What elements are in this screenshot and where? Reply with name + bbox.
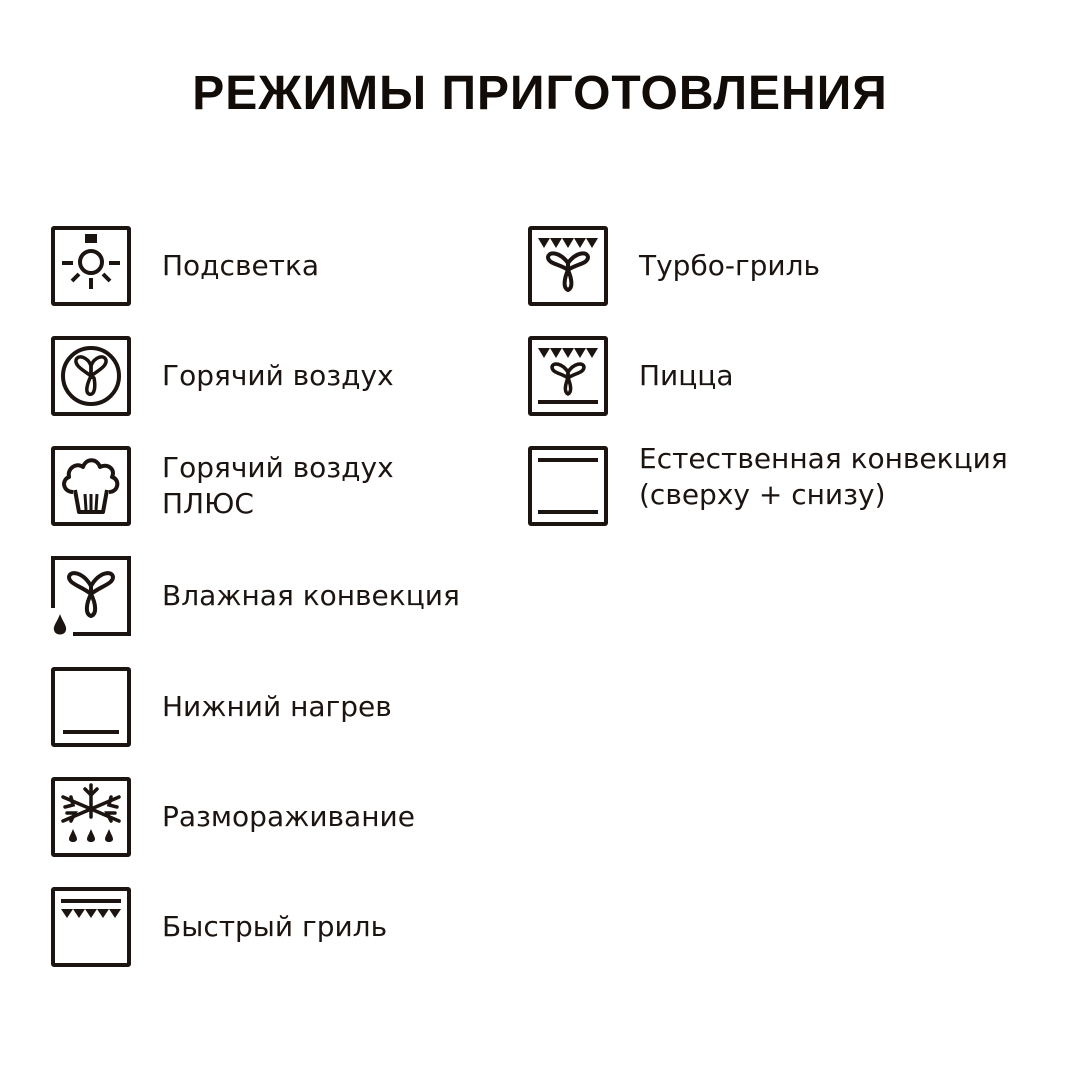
fan-droplet-icon — [51, 556, 131, 636]
mode-label: Нижний нагрев — [162, 690, 392, 723]
mode-label: Быстрый гриль — [162, 910, 388, 943]
mode-item-hot-air — [51, 336, 394, 416]
mode-label: Турбо-гриль — [639, 249, 821, 282]
mode-label: Размораживание — [162, 800, 415, 833]
mode-label: Горячий воздух ПЛЮС — [162, 451, 394, 520]
page-title: РЕЖИМЫ ПРИГОТОВЛЕНИЯ — [192, 67, 888, 120]
mode-item-hot-air-plus — [51, 446, 394, 526]
mode-label: Пицца — [639, 359, 734, 392]
snowflake-drops-icon — [51, 777, 131, 857]
bottom-heat-icon — [51, 667, 131, 747]
turbo-grill-icon — [528, 226, 608, 306]
mode-item-turbo-grill — [528, 226, 820, 306]
grill-icon — [51, 887, 131, 967]
mode-item-bottom-heat — [51, 667, 392, 747]
mode-item-light — [51, 226, 319, 306]
mode-item-fast-grill — [51, 887, 387, 967]
fan-circle-icon — [51, 336, 131, 416]
lamp-icon — [51, 226, 131, 306]
mode-item-natural-convection — [528, 442, 1008, 526]
mode-label: Подсветка — [162, 249, 320, 282]
fan-cloud-icon — [51, 446, 131, 526]
mode-label: Влажная конвекция — [162, 579, 460, 612]
mode-label: Горячий воздух — [162, 359, 394, 392]
mode-item-defrost — [51, 777, 415, 857]
top-bottom-heat-icon — [528, 446, 608, 526]
mode-item-moist-convection — [51, 556, 460, 636]
mode-item-pizza — [528, 336, 734, 416]
pizza-icon — [528, 336, 608, 416]
mode-label: Естественная конвекция (сверху + снизу) — [639, 442, 1008, 511]
